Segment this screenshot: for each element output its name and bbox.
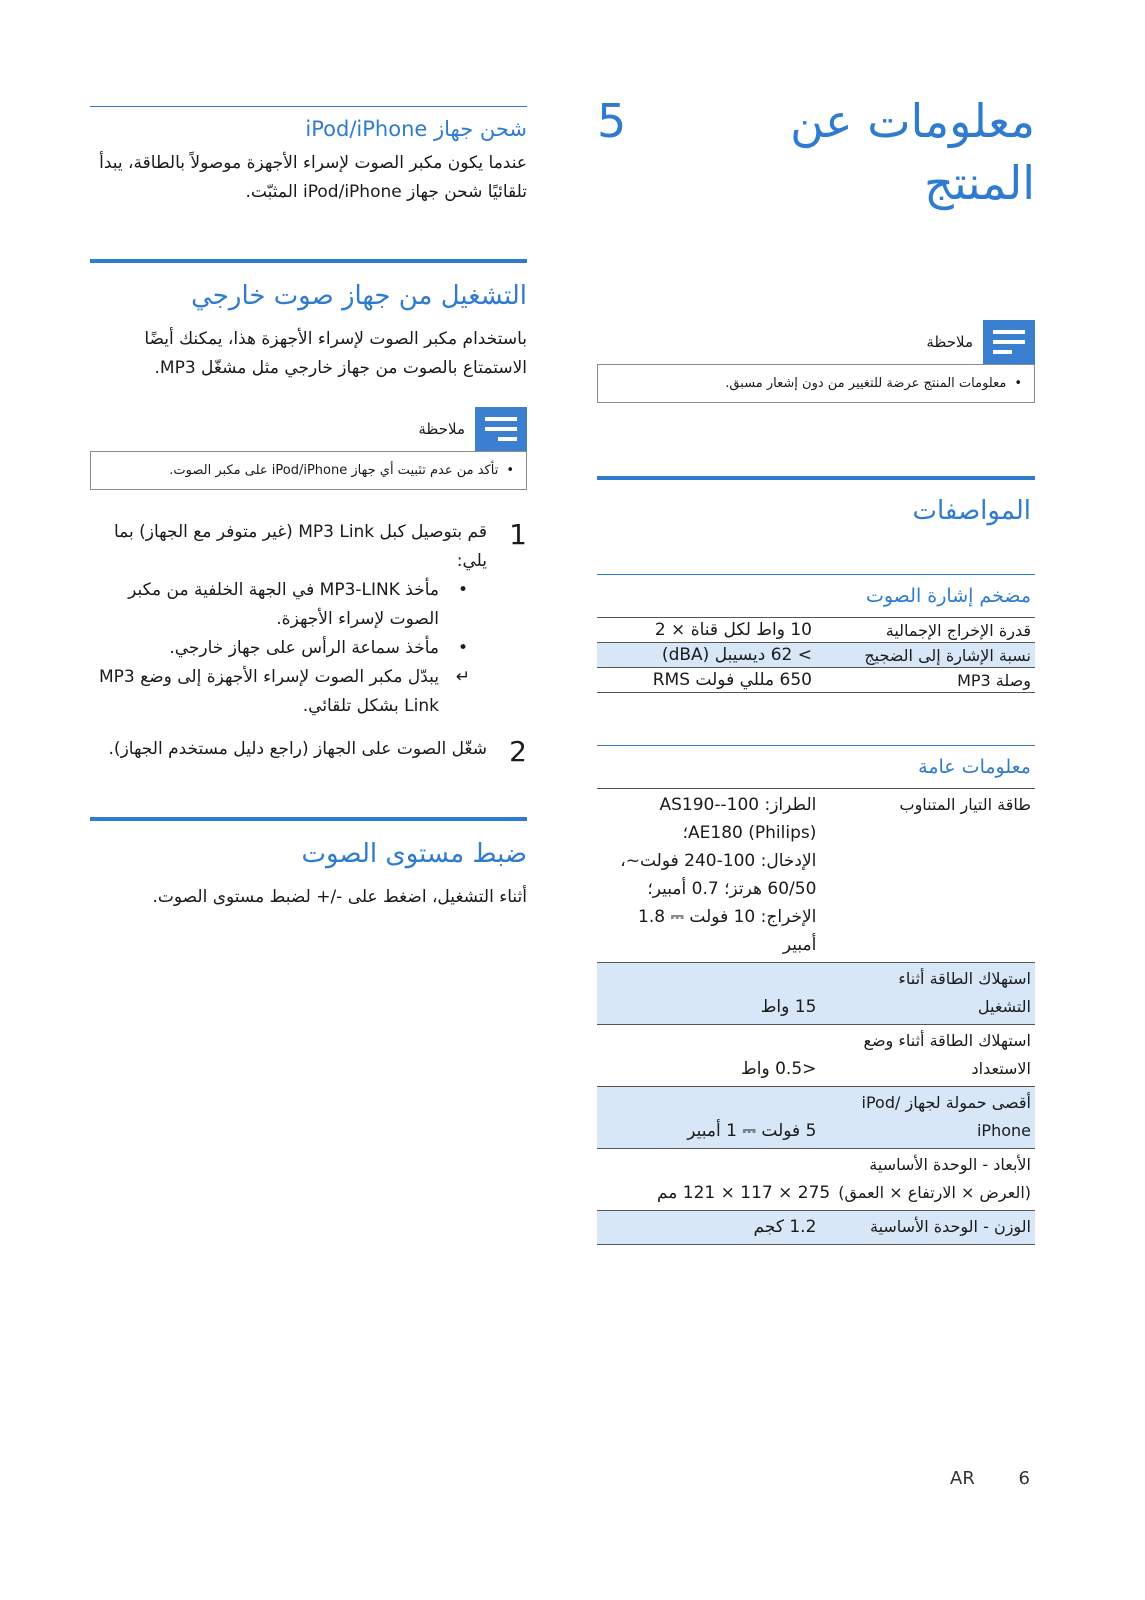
- page-footer: [950, 1468, 1030, 1489]
- spec-label: قدرة الإخراج الإجمالية: [816, 618, 1035, 643]
- external-text: باستخدام مكبر الصوت لإسراء الأجهزة هذا، يمكنك أيضًا الاستمتاع بالصوت من جهاز خارجي مثل مشغّل MP3.: [144, 329, 527, 378]
- step-1: [90, 518, 527, 721]
- spec-label: استهلاك الطاقة أثناء وضع الاستعداد: [820, 1025, 1035, 1087]
- spec-value: 275 × 117 × 121 مم: [656, 1183, 831, 1203]
- amplifier-title: مضخم إشارة الصوت: [865, 585, 1031, 607]
- spec-value: 650 مللي فولت RMS: [597, 668, 816, 693]
- external-note-text: تأكد من عدم تثبيت أي جهاز iPod/iPhone على مكبر الصوت.: [169, 463, 499, 478]
- step-bullets: [90, 576, 487, 721]
- right-column: [597, 90, 1035, 1245]
- step-text: شغّل الصوت على الجهاز (راجع دليل مستخدم الجهاز).: [108, 739, 487, 759]
- spec-label: وصلة MP3: [816, 668, 1035, 693]
- note-header: [597, 320, 1035, 364]
- spec-label: الوزن - الوحدة الأساسية: [820, 1211, 1035, 1245]
- spec-value: > 62 ديسيبل (dBA): [597, 643, 816, 668]
- volume-title: ضبط مستوى الصوت: [301, 839, 527, 869]
- general-title: معلومات عامة: [918, 756, 1031, 778]
- note-icon: [475, 407, 527, 451]
- spec-value: 10 واط لكل قناة × 2: [597, 618, 816, 643]
- page-number: 6: [1018, 1468, 1030, 1489]
- step-2: [90, 735, 527, 769]
- spec-value-line: الإخراج: 10 فولت ⎓ 1.8: [638, 907, 817, 927]
- chapter-title: معلومات عن المنتج: [790, 94, 1035, 210]
- spec-value-line: أمبير: [782, 935, 817, 955]
- spec-label: الأبعاد - الوحدة الأساسية (العرض × الارتفاع × العمق) 275 × 117 × 121 مم: [597, 1149, 1035, 1211]
- chapter-heading: [597, 90, 1035, 214]
- volume-text: أثناء التشغيل، اضغط على -/+ لضبط مستوى الصوت.: [152, 887, 527, 907]
- spec-value: [597, 789, 820, 963]
- result-arrow-icon: ↵: [455, 667, 471, 687]
- note-label: ملاحظة: [926, 333, 973, 351]
- list-item: ↵ يبدّل مكبر الصوت لإسراء الأجهزة إلى وضع MP3 Link بشكل تلقائي.: [90, 663, 487, 721]
- spec-value-line: الإدخال: 100-240 فولت~،: [620, 851, 817, 871]
- general-table: [597, 788, 1035, 1245]
- chapter-number: 5: [597, 94, 627, 148]
- note-header: [90, 407, 527, 451]
- step-number: 1: [509, 518, 527, 551]
- spec-value-line: الطراز: AS190--100: [659, 795, 817, 815]
- left-column: [90, 106, 527, 912]
- note-box: •معلومات المنتج عرضة للتغيير من دون إشعار مسبق.: [597, 364, 1035, 403]
- footer-language: AR: [950, 1468, 975, 1489]
- charge-title: شحن جهاز iPod/iPhone: [305, 117, 527, 141]
- spec-value: <0.5 واط: [597, 1025, 820, 1087]
- spec-value: 1.2 كجم: [597, 1211, 820, 1245]
- specs-title: المواصفات: [912, 496, 1031, 526]
- step-number: 2: [509, 735, 527, 768]
- note-box: •تأكد من عدم تثبيت أي جهاز iPod/iPhone على مكبر الصوت.: [90, 451, 527, 490]
- spec-label: استهلاك الطاقة أثناء التشغيل: [820, 963, 1035, 1025]
- external-title: التشغيل من جهاز صوت خارجي: [191, 281, 527, 311]
- note-label: ملاحظة: [418, 420, 465, 438]
- note-icon: [983, 320, 1035, 364]
- spec-label: أقصى حمولة لجهاز /iPod iPhone: [820, 1087, 1035, 1149]
- spec-value-line: 60/50 هرتز؛ 0.7 أمبير؛: [647, 879, 817, 899]
- product-note-text: معلومات المنتج عرضة للتغيير من دون إشعار مسبق.: [725, 376, 1007, 391]
- spec-value: 5 فولت ⎓ 1 أمبير: [597, 1087, 820, 1149]
- amplifier-table: [597, 617, 1035, 693]
- spec-label: نسبة الإشارة إلى الضجيج: [816, 643, 1035, 668]
- charge-text: عندما يكون مكبر الصوت لإسراء الأجهزة موصولاً بالطاقة، يبدأ تلقائيًا شحن جهاز iPod/iPhone المثبّت.: [99, 153, 527, 202]
- list-item: • مأخذ سماعة الرأس على جهاز خارجي.: [169, 638, 469, 658]
- list-item: • مأخذ MP3-LINK في الجهة الخلفية من مكبر الصوت لإسراء الأجهزة.: [128, 580, 469, 629]
- spec-value: 15 واط: [597, 963, 820, 1025]
- spec-label: طاقة التيار المتناوب: [820, 789, 1035, 963]
- spec-value-line: AE180 (Philips)؛: [682, 823, 817, 843]
- step-text: قم بتوصيل كبل MP3 Link (غير متوفر مع الجهاز) بما يلي:: [114, 522, 487, 571]
